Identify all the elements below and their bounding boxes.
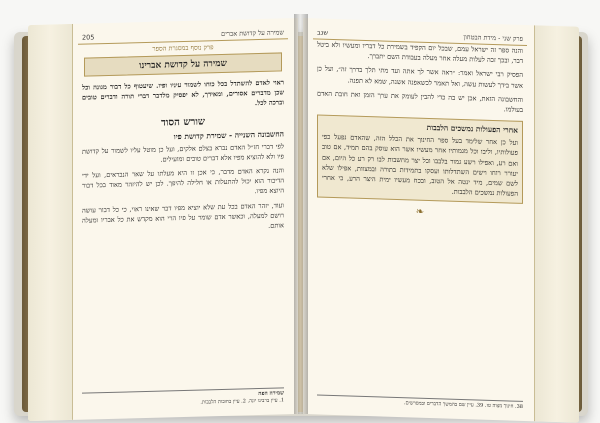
left-subheading: שורש הסוד (161, 116, 205, 129)
left-page-border-line (72, 24, 73, 420)
right-box-text: ועל כן אחר שלימד בעל ספר החינוך את הכלל הזה, שהאדם נפעל כפי פעולותיו, וליבו וכל מגמותיו אחר מעשיו אשר הוא עוסק בהם תמיד, אם טוב ואם רע, ואפילו רשע גמור בלבבו וכל יצר מחשבות לבו רק רע כל היום, אם יעורר רוחו וישים השתדלותו ועסקו בתמידות בתורה ובמצוות, אפילו שלא לשם שמים, מיד ינטה אל הטוב, ובכח מעשיו ימית היצר הרע, כי אחרי הפעולות נמשכים הלבבות. (322, 132, 518, 198)
left-footnotes (82, 387, 284, 409)
left-section-label: פרק נוסף במסגרת הספר (152, 43, 214, 53)
right-page-number: שנב (317, 28, 328, 37)
ornament-icon: ❧ (415, 206, 425, 219)
left-footnotes-text: 1. עיין ברבינו יונה. 2. עיין בחובות הלבבות. (200, 397, 284, 406)
right-running-head-title: פרק שני - מידת הבטחון (463, 33, 523, 43)
left-page-content (78, 18, 288, 419)
right-box-title: אחרי הפעולות נמשכים הלבבות (426, 123, 518, 135)
right-page-decorative-border (535, 25, 579, 422)
left-paragraph: ועוד, יזהר האדם בכל עת שלא יוציא מפיו דבר שאינו ראוי, כי כל דבור עושה רושם למעלה, וכאשר אדם שומר על פיו הרי הוא מקדש את כל אבריו ומעלה אותם. (82, 200, 284, 230)
right-footnotes (317, 394, 523, 410)
left-running-head-title: שמירה על קדושת אברים (221, 28, 284, 39)
right-highlight-box (317, 115, 523, 205)
right-page-border-line (534, 25, 535, 421)
left-chapter-title: שמירה על קדושת אברינו (84, 52, 282, 76)
right-page-content (313, 18, 527, 421)
left-footnotes-head: שמירה הפה (258, 390, 284, 398)
left-page-decorative-border (28, 24, 72, 421)
left-running-head (78, 18, 288, 44)
left-intro-paragraph: ראוי לאדם להשתדל בכל כוחו לשמור עיניו ופיו. שיעטוף כל דבור מגונה וכל שכן מדברים אסורים, ומאידך, לא יפסיק מלדבר דברי תורה ודברים טובים וברכה לכל. (82, 78, 284, 108)
left-small-heading: החשבונה השנייה - שמירת קדושת פיו (173, 128, 284, 141)
right-paragraph: הפסיק רבי ישראל ואמר: ״ראה אשר לך אתה ועד מתי תלך בדרך זה״, ועל כן אשר בידך לעשות עשה, ואל תאמר לכשאפנה אשנה, שמא לא תפנה. (317, 64, 523, 90)
book-gutter (294, 14, 308, 414)
right-paragraph: והחשבונה הזאת, אכן יש בה כדי להבין לעומק את ערך הזמן ואת חובת האדם בעולמו. (317, 89, 523, 114)
left-paragraph: והנה נקרא האדם מדבר, כי אכן זו היא מעלתו על שאר הנבראים, ועל ידי הדיבור הוא יכול להתעלות או חלילה להיפך. לכן יש להיזהר מאוד בכל דבור היוצא מפיו. (82, 166, 284, 196)
left-page-number: 205 (82, 33, 95, 42)
right-page (303, 18, 579, 423)
left-paragraph: לפי דברי חז״ל האדם נברא בצלם אלקים, ועל כן מוטל עליו לשמור על קדושת פיו ולא להוציא מפיו אלא דברים טובים ומועילים. (82, 141, 284, 164)
right-footnotes-text: 38. חינוך מצוה טז. 39. עיין שם בהמשך הדברים ובמפרשים. (403, 400, 523, 410)
left-page (28, 18, 298, 421)
right-paragraph: והנה ספר זה ישראל עמם, שבכל יום הקפיד בשמירת כל דבריו ומעשיו ולא ביטל דבר, ובכך זכה לעלות מעלה אחר מעלה בעבודת השם יתברך. (317, 40, 523, 66)
